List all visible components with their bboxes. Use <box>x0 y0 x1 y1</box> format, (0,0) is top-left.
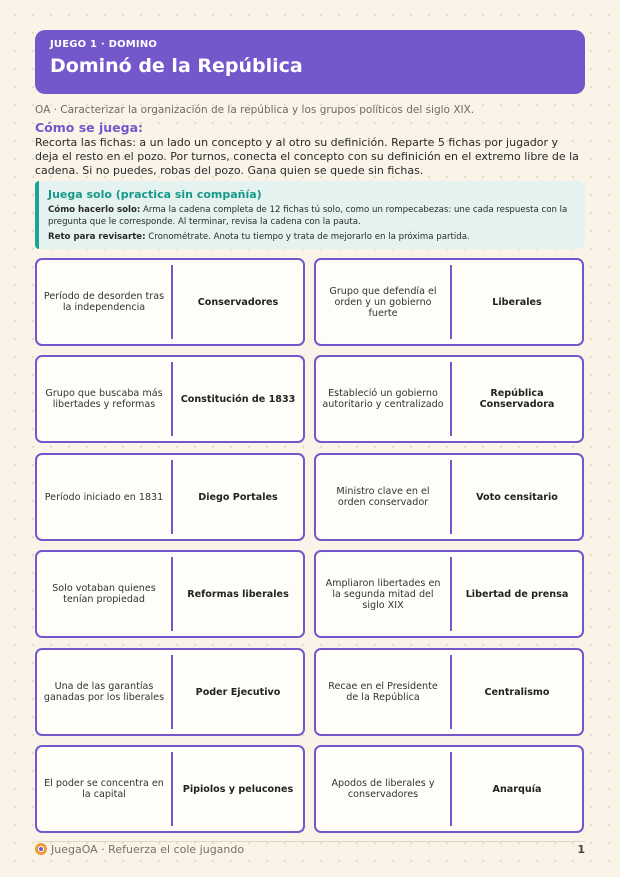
tile-definition: Una de las garantías ganadas por los liberales <box>43 681 165 703</box>
solo-challenge-text: Cronométrate. Anota tu tiempo y trata de mejorarlo en la próxima partida. <box>145 232 470 242</box>
solo-how-text: Arma la cadena completa de 12 fichas tú solo, como un rompecabezas: une cada respuesta con la pregunta que le corresponde. Al terminar, revisa la cadena con la pauta. <box>48 205 568 227</box>
game-kicker: JUEGO 1 · DOMINO <box>50 39 158 50</box>
domino-tile <box>314 258 584 346</box>
solo-how-label: Cómo hacerlo solo: <box>48 205 141 215</box>
tile-definition: Grupo que defendía el orden y un gobierno fuerte <box>329 285 437 319</box>
page-title: Dominó de la República <box>50 55 303 77</box>
tile-definition: Período iniciado en 1831 <box>44 491 164 503</box>
domino-tile <box>314 453 584 541</box>
solo-how-line <box>48 204 575 228</box>
tile-concept: Libertad de prensa <box>465 588 569 600</box>
solo-challenge-line <box>48 231 575 243</box>
how-to-play-heading: Cómo se juega: <box>35 120 144 135</box>
solo-heading: Juega solo (practica sin compañía) <box>48 188 262 201</box>
tile-definition: Período de desorden tras la independencia <box>43 291 165 313</box>
solo-play-box <box>35 181 585 249</box>
footer-divider <box>35 841 585 842</box>
tile-concept: Diego Portales <box>198 491 278 503</box>
page-number: 1 <box>577 843 585 856</box>
tile-definition: Ministro clave en el orden conservador <box>336 486 430 508</box>
domino-tile <box>35 550 305 638</box>
footer-brand: JuegaOA · Refuerza el cole jugando <box>51 843 245 856</box>
domino-tile <box>314 648 584 736</box>
tile-definition: Solo votaban quienes tenían propiedad <box>52 583 156 605</box>
domino-tile <box>35 453 305 541</box>
header-banner <box>35 30 585 94</box>
domino-tile <box>314 745 584 833</box>
tile-definition: Grupo que buscaba más libertades y reformas <box>45 388 163 410</box>
learning-objective: OA · Caracterizar la organización de la república y los grupos políticos del siglo XIX. <box>35 104 475 116</box>
domino-tile <box>35 648 305 736</box>
tile-concept: Conservadores <box>197 296 279 308</box>
tile-concept: Liberales <box>492 296 542 308</box>
tile-concept: Pipiolos y pelucones <box>182 783 294 795</box>
tile-concept: Poder Ejecutivo <box>195 686 281 698</box>
tile-definition: Recae en el Presidente de la República <box>328 681 438 703</box>
domino-tile <box>35 258 305 346</box>
solo-challenge-label: Reto para revisarte: <box>48 232 146 242</box>
tile-concept: Centralismo <box>484 686 550 698</box>
domino-tile <box>314 355 584 443</box>
tile-concept: República Conservadora <box>479 388 555 410</box>
brand-logo-icon <box>35 843 47 855</box>
tile-concept: Voto censitario <box>476 491 558 503</box>
domino-tile <box>314 550 584 638</box>
tile-definition: El poder se concentra en la capital <box>44 778 164 800</box>
domino-tile <box>35 745 305 833</box>
domino-tile <box>35 355 305 443</box>
tile-definition: Estableció un gobierno autoritario y centralizado <box>322 388 444 410</box>
tile-definition: Apodos de liberales y conservadores <box>331 778 435 800</box>
how-to-play-text: Recorta las fichas: a un lado un concepto y al otro su definición. Reparte 5 fichas por jugador y deja el resto en el pozo. Por turnos, conecta el concepto con su definición en el extremo libre de la cadena. Si no puedes, robas del pozo. Gana quien se quede sin fichas. <box>35 136 579 177</box>
tile-definition: Ampliaron libertades en la segunda mitad del siglo XIX <box>325 577 441 611</box>
tile-concept: Constitución de 1833 <box>180 393 296 405</box>
tile-concept: Reformas liberales <box>187 588 289 600</box>
tile-concept: Anarquía <box>492 783 542 795</box>
